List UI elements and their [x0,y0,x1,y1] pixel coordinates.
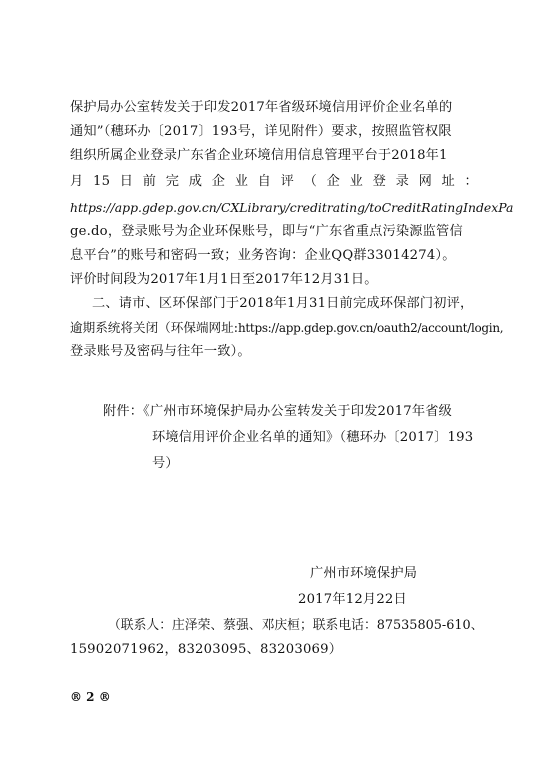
body-line-4-segment: 自 [257,174,272,189]
body-line-4-segment: 业 [349,174,363,189]
contact-line-1: （联系人：庄泽荣、蔡强、邓庆桓；联系电话：87535805-610、 [108,618,484,633]
attachment-line-1: 附件：《广州市环境保护局办公室转发关于印发2017年省级 [103,404,453,419]
body-line-4-segment: 完 [165,174,180,189]
body-line-3: 组织所属企业登录广东省企业环境信用信息管理平台于2018年1 [70,148,448,163]
body-line-4-segment: 15 [92,174,111,189]
body-line-1: 保护局办公室转发关于印发2017年省级环境信用评价企业名单的 [70,100,453,115]
body-line-4-segment: 网 [418,174,432,189]
body-line-4-segment: 成 [188,174,203,189]
signature-date: 2017年12月22日 [298,592,407,607]
body-line-4-segment: 址 [441,174,455,189]
body-line-4-segment: 录 [395,174,409,189]
body-line-9: 二、请市、区环保部门于2018年1月31日前完成环保部门初评， [92,296,474,311]
body-line-4-segment: 企 [211,174,226,189]
backend-login-url: https://app.gdep.gov.cn/oauth2/account/login, [237,321,504,335]
body-line-4-segment: 登 [372,174,386,189]
body-line-4-segment: 日 [119,174,134,189]
attachment-line-2: 环境信用评价企业名单的通知》（穗环办〔2017〕193 [152,430,474,445]
body-line-7: 息平台”的账号和密码一致；业务咨询：企业QQ群33014274）。 [70,248,456,263]
body-line-10 [70,318,503,338]
body-line-4-segment: 月 [70,174,84,189]
body-line-4-segment: 前 [142,174,157,189]
contact-line-2: 15902071962，83203095、83203069） [70,642,343,657]
page-number: ® 2 ® [70,690,111,704]
signature-org: 广州市环境保护局 [310,566,418,581]
body-line-11: 登录账号及密码与往年一致）。 [70,344,251,359]
body-line-10-prefix: 逾期系统将关闭（环保端网址: [70,320,238,335]
body-line-2: 通知”（穗环办〔2017〕193号，详见附件）要求，按照监管权限 [70,124,452,139]
body-line-5-url: https://app.gdep.gov.cn/CXLibrary/creditrating/toCreditRatingIndexPa [70,200,514,215]
body-line-4-segment: （ [303,174,318,189]
body-line-4 [70,172,478,192]
body-line-4-segment: 业 [234,174,249,189]
attachment-line-3: 号） [152,456,179,471]
body-line-8: 评价时间段为2017年1月1日至2017年12月31日。 [70,272,378,287]
body-line-4-segment: ： [464,174,478,189]
body-line-4-segment: 评 [280,174,295,189]
body-line-4-segment: 企 [326,174,341,189]
body-line-6: ge.do，登录账号为企业环保账号，即与“广东省重点污染源监管信 [70,224,463,239]
